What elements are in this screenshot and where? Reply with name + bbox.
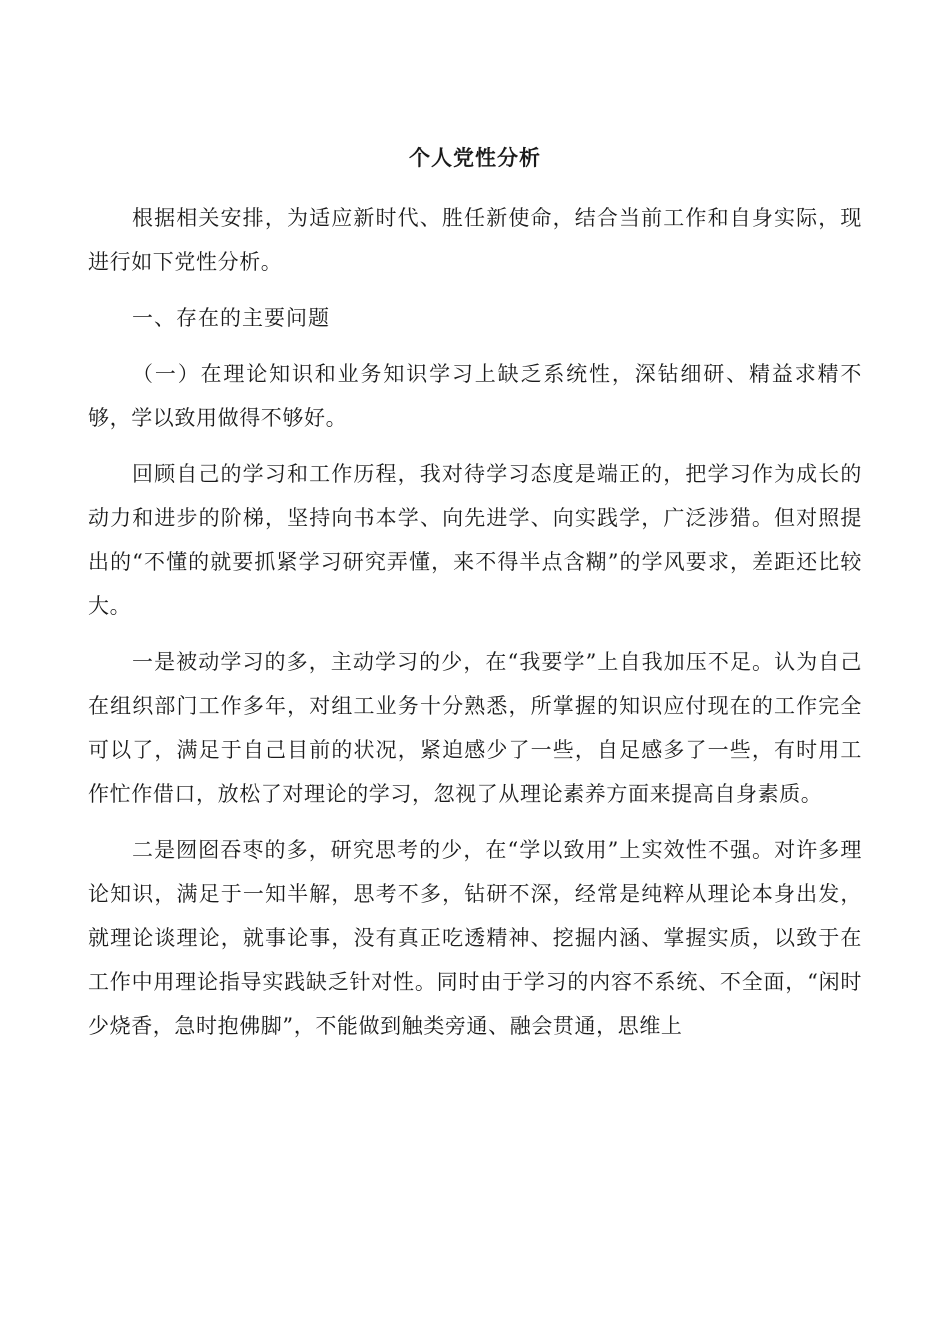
body-paragraph: 二是囫囵吞枣的多，研究思考的少，在“学以致用”上实效性不强。对许多理论知识，满足于一知半解，思考不多，钻研不深，经常是纯粹从理论本身出发，就理论谈理论，就事论事，没有真正吃透精神、挖掘内涵、掌握实质，以致于在工作中用理论指导实践缺乏针对性。同时由于学习的内容不系统、不全面，“闲时少烧香，急时抱佛脚”，不能做到触类旁通、融会贯通，思维上 bbox=[88, 838, 862, 1038]
subsection-heading: （一）在理论知识和业务知识学习上缺乏系统性，深钻细研、精益求精不够，学以致用做得不够好。 bbox=[88, 362, 862, 430]
document-body bbox=[88, 196, 862, 1060]
intro-paragraph: 根据相关安排，为适应新时代、胜任新使命，结合当前工作和自身实际，现进行如下党性分析。 bbox=[88, 206, 862, 274]
body-paragraph: 一是被动学习的多，主动学习的少，在“我要学”上自我加压不足。认为自己在组织部门工作多年，对组工业务十分熟悉，所掌握的知识应付现在的工作完全可以了，满足于自己目前的状况，紧迫感少了一些，自足感多了一些，有时用工作忙作借口，放松了对理论的学习，忽视了从理论素养方面来提高自身素质。 bbox=[88, 650, 862, 806]
document-title: 个人党性分析 bbox=[409, 145, 541, 170]
section-heading: 一、存在的主要问题 bbox=[132, 306, 330, 330]
body-paragraph: 回顾自己的学习和工作历程，我对待学习态度是端正的，把学习作为成长的动力和进步的阶梯，坚持向书本学、向先进学、向实践学，广泛涉猎。但对照提出的“不懂的就要抓紧学习研究弄懂，来不得半点含糊”的学风要求，差距还比较大。 bbox=[88, 462, 862, 618]
